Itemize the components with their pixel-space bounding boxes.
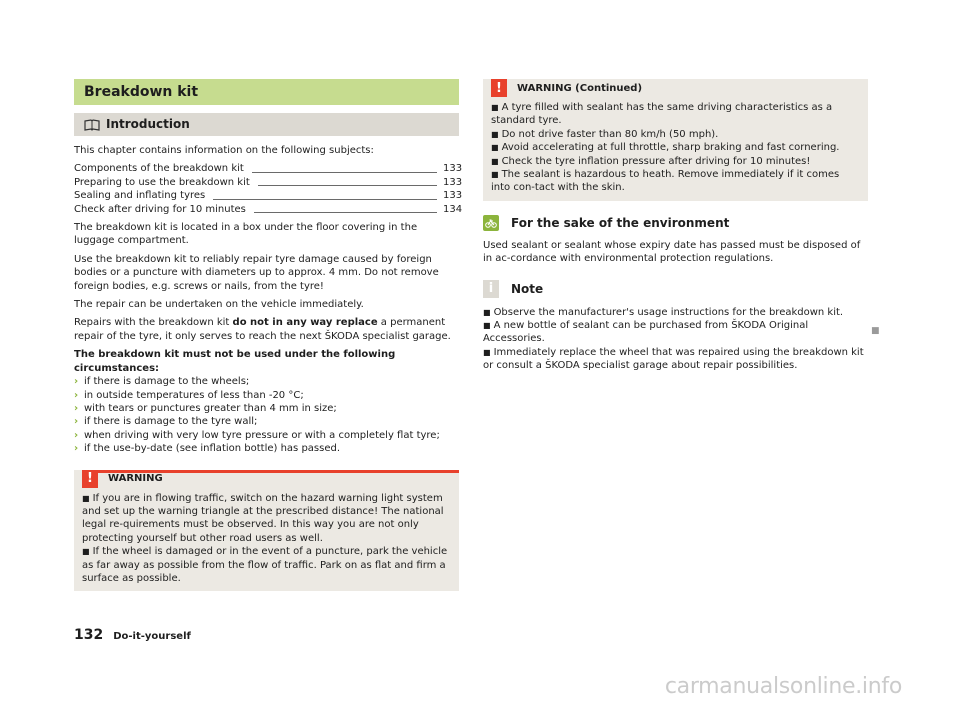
list-item-text: if the use-by-date (see inflation bottle) has passed. (84, 443, 341, 455)
list-item (74, 389, 459, 402)
environment-heading: For the sake of the environment (511, 215, 730, 230)
warning-continued-title: WARNING (Continued) (517, 82, 643, 94)
circumstances-heading: The breakdown kit must not be used under the following circumstances: (74, 349, 396, 374)
toc-leader (258, 185, 437, 186)
toc-label: Sealing and inflating tyres (74, 190, 206, 202)
chapter-title: Breakdown kit (74, 79, 459, 105)
warning-item (82, 545, 451, 585)
right-column (483, 79, 868, 373)
toc-page: 134 (443, 203, 463, 215)
toc-page: 133 (443, 176, 463, 188)
replace-text-a: Repairs with the breakdown kit (74, 317, 233, 329)
warning-item-text: If the wheel is damaged or in the event of a puncture, park the vehicle as far away as possible from the flow of traffic. Park on as flat and firm a surface as possible. (82, 546, 448, 584)
toc-page: 133 (443, 163, 463, 175)
toc-item[interactable] (74, 176, 463, 189)
toc-item[interactable] (74, 162, 463, 175)
warning-item (82, 492, 451, 546)
replace-text-bold: do not in any way replace (232, 317, 378, 329)
note-item-text: Observe the manufacturer's usage instructions for the breakdown kit. (493, 306, 844, 318)
list-item (74, 442, 459, 455)
introduction-heading: Introduction (106, 117, 190, 131)
exclamation-icon: ! (491, 79, 507, 97)
paragraph-usage: Use the breakdown kit to reliably repair tyre damage caused by foreign bodies or a puncture with diameters up to approx. 4 mm. Do not remove foreign bodies, e.g. screws or nails, from the tyre! (74, 253, 439, 292)
toc-list (74, 162, 463, 216)
square-bullet-icon: ■ (483, 321, 491, 331)
note-item-text: Immediately replace the wheel that was repaired using the breakdown kit or consult a ŠKODA specialist garage about repair possibilities. (483, 346, 864, 372)
toc-label: Check after driving for 10 minutes (74, 203, 246, 215)
toc-leader (252, 172, 437, 173)
warning-item-text: A tyre filled with sealant has the same driving characteristics as a standard tyre. (491, 102, 833, 127)
chevron-right-icon: › (74, 376, 79, 388)
square-bullet-icon: ■ (483, 347, 491, 357)
toc-item[interactable] (74, 203, 463, 216)
chevron-right-icon: › (74, 429, 79, 441)
warning-item-text: Check the tyre inflation pressure after driving for 10 minutes! (501, 155, 811, 167)
paragraph-immediate: The repair can be undertaken on the vehicle immediately. (74, 299, 364, 311)
introduction-lead: This chapter contains information on the following subjects: (74, 145, 374, 156)
warning-item-text: Do not drive faster than 80 km/h (50 mph). (501, 128, 719, 140)
footer-section-label: Do-it-yourself (113, 631, 191, 642)
replace-text-c: a permanent repair of the tyre, it only serves to reach the next ŠKODA specialist garage. (74, 317, 451, 342)
square-bullet-icon: ■ (82, 547, 90, 557)
square-bullet-icon: ■ (491, 129, 499, 139)
list-item (74, 415, 459, 428)
list-item-text: with tears or punctures greater than 4 mm in size; (84, 402, 337, 414)
toc-page: 133 (443, 190, 463, 202)
warning-item (491, 141, 860, 154)
note-header (483, 280, 868, 298)
warning-item-text: Avoid accelerating at full throttle, sharp braking and fast cornering. (501, 142, 840, 154)
environment-text: Used sealant or sealant whose expiry date has passed must be disposed of in ac-cordance with environmental protection regulations. (483, 239, 861, 265)
list-item-text: when driving with very low tyre pressure or with a completely flat tyre; (84, 429, 440, 441)
square-bullet-icon: ■ (491, 156, 499, 166)
list-item (74, 402, 459, 415)
paragraph-location: The breakdown kit is located in a box under the floor covering in the luggage compartment. (74, 222, 418, 247)
environment-header (483, 215, 868, 231)
note-heading: Note (511, 281, 544, 296)
warning-body (74, 488, 459, 586)
book-icon (78, 119, 106, 131)
chevron-right-icon: › (74, 402, 79, 414)
chevron-right-icon: › (74, 443, 79, 455)
toc-label: Preparing to use the breakdown kit (74, 176, 250, 188)
watermark: carmanualsonline.info (664, 674, 902, 699)
chevron-right-icon: › (74, 416, 79, 428)
warning-title: WARNING (108, 473, 163, 485)
exclamation-icon: ! (82, 470, 98, 488)
warning-item-text: The sealant is hazardous to heath. Remove immediately if it comes into con-tact with the skin. (491, 169, 840, 194)
warning-item (491, 168, 860, 195)
paragraph-replace (74, 316, 459, 343)
square-bullet-icon: ■ (483, 307, 491, 317)
page-footer (74, 627, 191, 643)
introduction-header (74, 113, 459, 136)
section-end-icon: ■ (871, 326, 880, 336)
circumstances-list (74, 375, 459, 455)
note-item (483, 306, 868, 319)
left-column (74, 79, 463, 591)
warning-continued-box (483, 79, 868, 201)
warning-top-rule (98, 470, 459, 473)
note-list (483, 306, 868, 373)
toc-label: Components of the breakdown kit (74, 163, 244, 175)
warning-header (74, 470, 459, 488)
warning-continued-header (483, 79, 868, 97)
note-item (483, 319, 868, 346)
note-item-text: A new bottle of sealant can be purchased from ŠKODA Original Accessories. (483, 320, 809, 345)
square-bullet-icon: ■ (491, 103, 499, 112)
page-number: 132 (74, 627, 104, 643)
list-item-text: if there is damage to the tyre wall; (84, 416, 258, 428)
warning-item (491, 155, 860, 168)
warning-item-text: If you are in flowing traffic, switch on the hazard warning light system and set up the warning triangle at the prescribed distance! The national legal re-quirements must be observed. In this way you are not only protecting yourself but other road users as well. (82, 492, 444, 544)
warning-box (74, 470, 459, 592)
toc-item[interactable] (74, 189, 463, 202)
warning-continued-body (483, 97, 868, 195)
list-item (74, 429, 459, 442)
list-item-text: if there is damage to the wheels; (84, 376, 250, 388)
info-icon: i (483, 280, 499, 298)
note-item (483, 346, 868, 373)
warning-item (491, 128, 860, 141)
square-bullet-icon: ■ (491, 170, 499, 180)
toc-leader (254, 212, 437, 213)
toc-leader (213, 199, 437, 200)
square-bullet-icon: ■ (82, 493, 90, 503)
chevron-right-icon: › (74, 389, 79, 401)
warning-item (491, 101, 860, 128)
bicycle-icon (483, 215, 499, 231)
square-bullet-icon: ■ (491, 143, 499, 153)
list-item (74, 375, 459, 388)
list-item-text: in outside temperatures of less than -20 °C; (84, 389, 304, 401)
